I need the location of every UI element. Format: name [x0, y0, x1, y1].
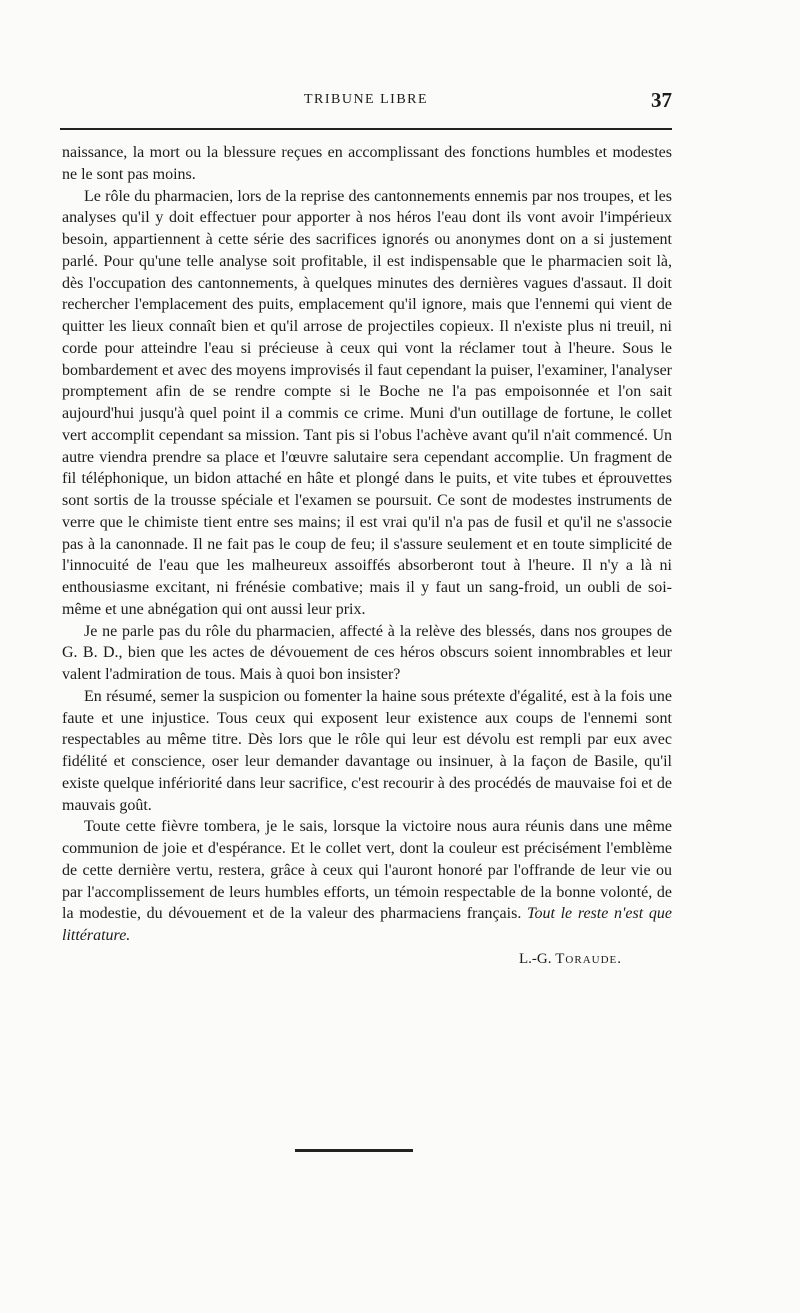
signature-surname: Toraude. — [555, 950, 622, 967]
author-signature — [62, 949, 672, 971]
page-header — [60, 88, 672, 118]
paragraph-4: En résumé, semer la suspicion ou fomenter la haine sous prétexte d'égalité, est à la fois une faute et une injustice. Tous ceux qui exposent leur existence aux coups de l'ennemi sont respectables au même titre. Dès lors que le rôle qui leur est dévolu est rempli par eux avec fidélité et conscience, oser leur demander davantage ou insinuer, à la façon de Basile, qu'il existe quelque infériorité dans leur sacrifice, c'est recourir à des procédés de mauvaise foi et de mauvais goût. — [62, 687, 672, 814]
signature-initials: L.-G. — [519, 950, 552, 967]
header-rule — [60, 128, 672, 130]
paragraph-1: naissance, la mort ou la blessure reçues en accomplissant des fonctions humbles et modestes ne le sont pas moins. — [62, 144, 672, 183]
end-rule — [295, 1149, 413, 1152]
paragraph-2: Le rôle du pharmacien, lors de la reprise des cantonnements ennemis par nos troupes, et les analyses qu'il y doit effectuer pour apporter à nos héros l'eau dont ils vont avoir l'impérieux besoin, appartiennent à cette série des sacrifices ignorés ou anonymes dont on a si justement parlé. Pour qu'une telle analyse soit profitable, il est indispensable que le pharmacien soit là, dès l'occupation des cantonnements, à quelques minutes des dernières vagues d'assaut. Il doit rechercher l'emplacement des puits, emplacement qu'il ignore, mais que l'ennemi qui vient de quitter les lieux connaît bien et qu'il arrose de projectiles copieux. Il n'existe plus ni treuil, ni corde pour atteindre l'eau si précieuse à ceux qui vont la réclamer tout à l'heure. Sous le bombardement et avec des moyens improvisés il faut cependant la puiser, l'examiner, l'analyser promptement afin de se rendre compte si le Boche ne l'a pas empoisonnée et l'on sait aujourd'hui jusqu'à quel point il a commis ce crime. Muni d'un outillage de fortune, le collet vert accomplit cependant sa mission. Tant pis si l'obus l'achève avant qu'il n'ait commencé. Un autre viendra prendre sa place et l'œuvre salutaire sera cependant accomplie. Un fragment de fil téléphonique, un bidon attaché en hâte et plongé dans le puits, et vite tubes et éprouvettes sont sortis de la trousse spéciale et l'examen se poursuit. Ce sont de modestes instruments de verre que le chimiste tient entre ses mains; il est vrai qu'il n'a pas de fusil et qu'il ne s'associe pas à la canonnade. Il ne fait pas le coup de feu; il s'assure seulement et en toute simplicité de l'innocuité de l'eau que les malheureux assoiffés absorberont tout à l'heure. Il n'y a là ni enthousiasme excitant, ni frénésie combative; mais il y faut un sang-froid, un oubli de soi-même et une abnégation qui ont aussi leur prix. — [62, 187, 672, 618]
page-number: 37 — [651, 88, 672, 112]
paragraph-5 — [62, 816, 672, 947]
running-title: TRIBUNE LIBRE — [303, 92, 429, 107]
article-body — [62, 142, 672, 971]
paragraph-5-italic: Tout le reste n'est que littérature. — [62, 905, 672, 944]
paragraph-5-text: Toute cette fièvre tombera, je le sais, lorsque la victoire nous aura réunis dans une même communion de joie et d'espérance. Et le collet vert, dont la couleur est précisément l'emblème de cette dernière vertu, restera, grâce à ceux qui l'auront honoré par l'offrande de leur vie ou par l'accomplissement de leurs humbles efforts, un témoin respectable de la bonne volonté, de la modestie, du dévouement et de la valeur des pharmaciens français. — [62, 818, 672, 923]
paragraph-3: Je ne parle pas du rôle du pharmacien, affecté à la relève des blessés, dans nos groupes de G. B. D., bien que les actes de dévouement de ces héros obscurs soient innombrables et leur valent l'admiration de tous. Mais à quoi bon insister? — [62, 622, 672, 683]
